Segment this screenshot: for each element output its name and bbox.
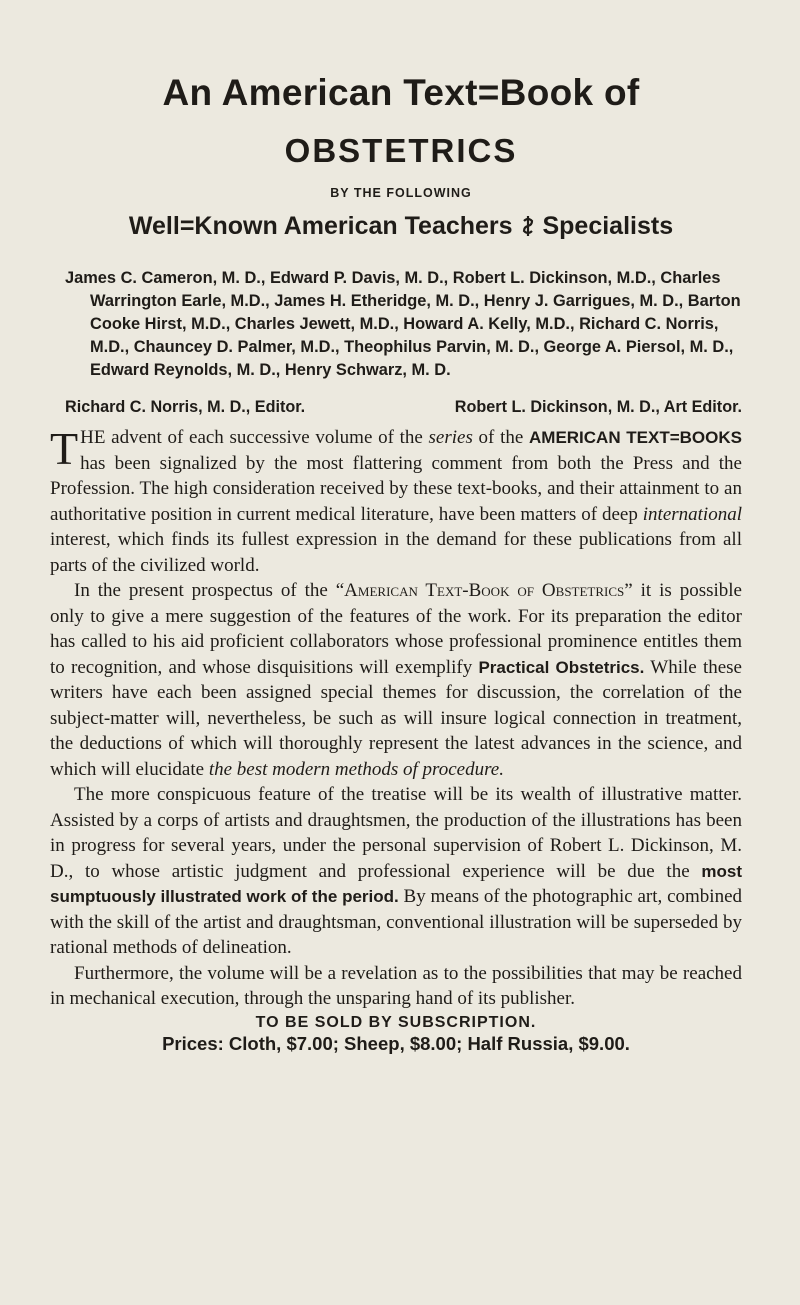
paragraph-2: In the present prospectus of the “American Text-Book of Obstetrics” it is possible only to give a mere suggestion of the features of the work. For its preparation the editor has called to his aid proficient collaborators whose professional prominence entitles them to recognition, and whose disquisitions will exemplify Practical Obstetrics. While these writers have each been assigned special themes for discussion, the correlation of the subject-matter will, nevertheless, be such as will insure logical connection in treatment, the deductions of which will thoroughly represent the latest advances in the science, and which will elucidate the best modern methods of procedure. — [50, 580, 742, 780]
contributors-list: James C. Cameron, M. D., Edward P. Davis, M. D., Robert L. Dickinson, M.D., Charles Warrington Earle, M.D., James H. Etheridge, M. D., Henry J. Garrigues, M. D., Barton Cooke Hirst, M.D., Charles Jewett, M.D., Howard A. Kelly, M.D., Richard C. Norris, M.D., Chauncey D. Palmer, M.D., Theophilus Parvin, M. D., George A. Piersol, M. D., Edward Reynolds, M. D., Henry Schwarz, M. D. — [65, 269, 741, 379]
body-text — [50, 425, 742, 1012]
drop-cap: T — [50, 423, 79, 474]
subtitle-part-b: Specialists — [542, 212, 674, 240]
subtitle — [60, 212, 742, 241]
subtitle-part-a: Well=Known American Teachers — [128, 212, 513, 240]
by-the-following: BY THE FOLLOWING — [330, 186, 472, 200]
paragraph-1: THE advent of each successive volume of the series of the AMERICAN TEXT=BOOKS has been signalized by the most flattering comment from both the Press and the Profession. The high consideration received by these text-books, and their attainment to an authoritative position in current medical literature, have been matters of deep international interest, which finds its fullest expression in the demand for these publications from all parts of the civilized world. — [50, 423, 742, 576]
prices-line: Prices: Cloth, $7.00; Sheep, $8.00; Half Russia, $9.00. — [162, 1032, 630, 1054]
ampersand-ornament-icon — [522, 215, 534, 237]
subscription-notice: TO BE SOLD BY SUBSCRIPTION. — [255, 1013, 537, 1031]
book-title-smallcaps: American Text-Book of Obstetrics — [344, 580, 625, 601]
practical-obstetrics: Practical Obstetrics. — [478, 657, 645, 677]
art-editor: Robert L. Dickinson, M. D., Art Editor. — [454, 398, 742, 416]
series-name: AMERICAN TEXT=BOOKS — [529, 428, 742, 447]
editor: Richard C. Norris, M. D., Editor. — [65, 398, 306, 416]
paragraph-3: The more conspicuous feature of the treatise will be its wealth of illustrative matter. Assisted by a corps of artists and draughtsmen, the production of the illustrations has been in progress for several years, under the personal supervision of Robert L. Dickinson, M. D., to whose artistic judgment and professional experience will be due the most sumptuously illustrated work of the period. By means of the photographic art, combined with the skill of the artist and draughtsman, conventional illustration will be superseded by rational methods of delineation. — [50, 784, 742, 958]
title-obstetrics: OBSTETRICS — [284, 132, 518, 169]
sumptuously-illustrated: most sumptuously illustrated work of the period. — [50, 861, 742, 906]
title-line-1: An American Text=Book of — [162, 72, 640, 113]
paragraph-4: Furthermore, the volume will be a revelation as to the possibilities that may be reached in mechanical execution, through the unsparing hand of its publisher. — [50, 962, 742, 1009]
editors-line — [65, 398, 742, 417]
